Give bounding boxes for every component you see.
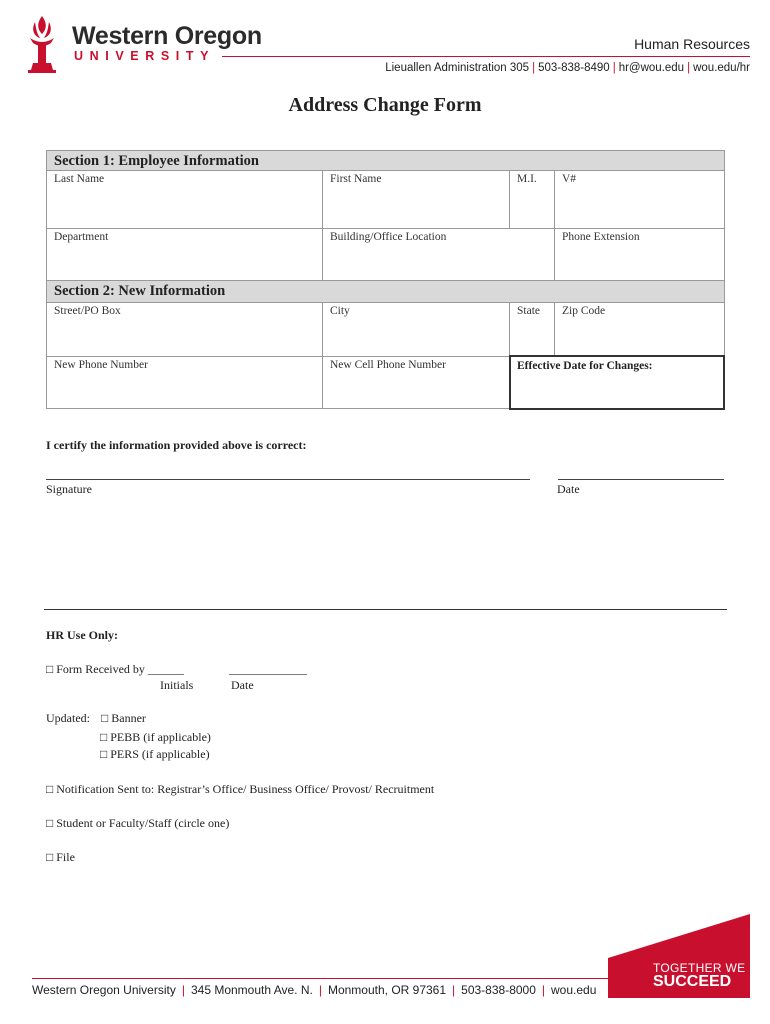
footer-website[interactable]: wou.edu: [551, 983, 597, 997]
footer-contact: Western Oregon University | 345 Monmouth Ave. N. | Monmouth, OR 97361 | 503-838-8000 | wou.edu: [32, 983, 597, 997]
footer-rule: [32, 978, 612, 979]
pers-checkbox[interactable]: □ PERS (if applicable): [100, 747, 210, 761]
footer-address: 345 Monmouth Ave. N.: [190, 983, 313, 997]
middle-initial-field[interactable]: M.I.: [509, 170, 555, 229]
logo-wordmark: Western Oregon: [72, 22, 262, 50]
initials-label: Initials: [160, 678, 194, 692]
pebb-checkbox[interactable]: □ PEBB (if applicable): [100, 730, 211, 744]
new-phone-field[interactable]: New Phone Number: [46, 356, 323, 409]
logo-subtitle: UNIVERSITY: [74, 49, 216, 63]
certify-statement: I certify the information provided above is correct:: [46, 438, 307, 452]
city-field[interactable]: City: [322, 302, 510, 357]
phone-extension-field[interactable]: Phone Extension: [554, 228, 725, 281]
divider: [44, 609, 727, 610]
zip-code-field[interactable]: Zip Code: [554, 302, 725, 357]
torch-logo-icon: [22, 12, 62, 74]
v-number-field[interactable]: V#: [554, 170, 725, 229]
student-faculty-checkbox[interactable]: □ Student or Faculty/Staff (circle one): [46, 816, 230, 830]
file-checkbox[interactable]: □ File: [46, 850, 75, 864]
date-label: Date: [557, 482, 580, 496]
updated-label: Updated:: [46, 711, 90, 725]
badge-line2: SUCCEED: [653, 973, 732, 990]
footer-city: Monmouth, OR 97361: [327, 983, 447, 997]
department-name: Human Resources: [634, 36, 750, 52]
signature-line[interactable]: [46, 479, 530, 480]
footer-university: Western Oregon University: [32, 983, 176, 997]
banner-checkbox[interactable]: □ Banner: [101, 711, 146, 725]
footer-phone: 503-838-8000: [461, 983, 536, 997]
department-field[interactable]: Department: [46, 228, 323, 281]
street-field[interactable]: Street/PO Box: [46, 302, 323, 357]
first-name-field[interactable]: First Name: [322, 170, 510, 229]
badge-line1: TOGETHER WE: [653, 961, 746, 975]
contact-line: Lieuallen Administration 305 | 503-838-8490 | hr@wou.edu | wou.edu/hr: [385, 62, 750, 74]
form-title: Address Change Form: [288, 94, 482, 116]
last-name-field[interactable]: Last Name: [46, 170, 323, 229]
hr-use-title: HR Use Only:: [46, 628, 118, 642]
contact-address: Lieuallen Administration 305: [385, 62, 530, 74]
header-rule: [222, 56, 750, 57]
building-office-field[interactable]: Building/Office Location: [322, 228, 555, 281]
signature-label: Signature: [46, 482, 92, 496]
new-cell-phone-field[interactable]: New Cell Phone Number: [322, 356, 510, 409]
state-field[interactable]: State: [509, 302, 555, 357]
date-line[interactable]: [558, 479, 724, 480]
notification-checkbox[interactable]: □ Notification Sent to: Registrar’s Office/ Business Office/ Provost/ Recruitment: [46, 782, 435, 796]
contact-phone: 503-838-8490: [538, 62, 610, 74]
date-blank: _____________: [229, 662, 307, 676]
effective-date-field[interactable]: Effective Date for Changes:: [509, 355, 725, 410]
form-received-checkbox[interactable]: □ Form Received by ______: [46, 662, 184, 676]
contact-email[interactable]: hr@wou.edu: [618, 62, 685, 74]
hr-date-label: Date: [231, 678, 254, 692]
section1-header: Section 1: Employee Information: [46, 150, 725, 171]
contact-website[interactable]: wou.edu/hr: [693, 62, 750, 74]
section2-header: Section 2: New Information: [46, 280, 725, 303]
